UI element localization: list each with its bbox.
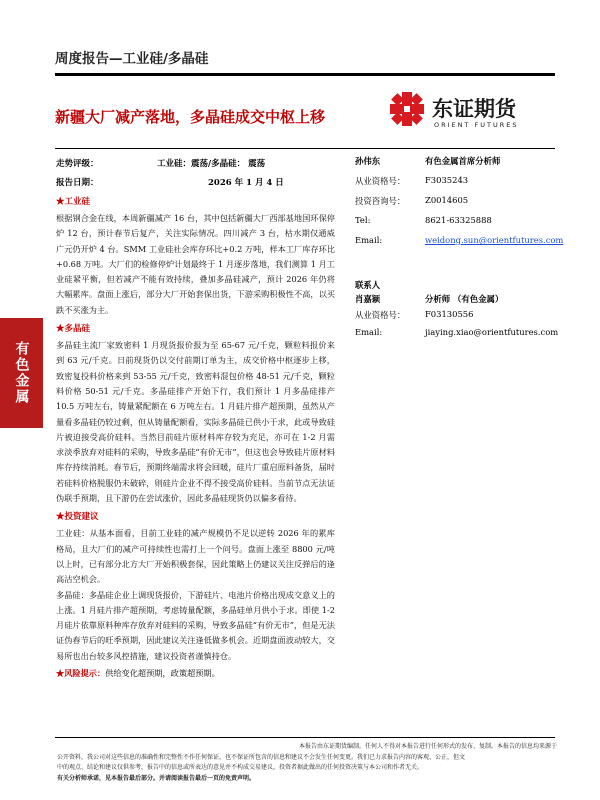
disclaimer-line: 有关分析师承诺，见本报告最后部分。并请阅读报告最后一页的免责声明。 — [57, 774, 256, 782]
logo-name-cn: 东证期货 — [432, 97, 516, 121]
section-body: 根据钢合金在线，本周新疆减产 16 台，其中包括新疆大厂西部基地国环保停炉 12 台，预计春节后复产，关注实际情况。四川减产 3 台，枯水期仅通威广元仍开炉 4 台。SMM 工业硅社会库存环比+0.2 万吨，样本工厂库存环比+0.68 万吨。大厂们的检修停炉计划最终于 1 月逐步落地，我们测算 1 月工业硅紧平衡，但若减产不能有效持续，叠加多晶硅减产，预计 2026 年仍将大幅累库。盘面上涨后，部分大厂开始套保出货，下游采购积极性不高，以买跌不买涨为主。 — [56, 213, 335, 315]
cert-label: 从业资格号： — [355, 310, 406, 320]
orient-logo-icon — [390, 92, 424, 126]
disclaimer — [57, 742, 557, 784]
tel-value: 8621-63325888 — [425, 215, 492, 225]
section-body: 工业硅：从基本面看，目前工业硅的减产规模仍不足以逆转 2026 年的累库格局，且大厂们的减产可持续性也需打上一个问号。盘面上涨至 8800 元/吨以上时，已有部分北方大厂开始积极套保，因此策略上仍建议关注反弹后的逢高沽空机会。 多晶硅：多晶硅企业上调现货报价，下游硅片、电池片价格出现成交意义上的上涨。1 月硅片排产超预期，考虑铸量配额，多晶硅单月供小于求。即使 1-2 月硅片依靠原料种库存放弃对硅料的采购，导致多晶硅“有价无市”，但是无法证伪春节后的旺季预期，因此建议关注逢低做多机会。近期盘面波动较大，交易所也出台较多风控措施，建议投资者谨慎持仓。 — [56, 528, 335, 661]
cert-value: F3035243 — [425, 175, 469, 185]
email-label: Email: — [355, 235, 383, 245]
report-type: 周度报告—工业硅/多晶硅 — [55, 51, 209, 67]
meta-top-divider — [55, 148, 555, 149]
analyst-2-name: 肖嘉颖 — [355, 294, 381, 304]
cert-value: F03130556 — [425, 309, 474, 319]
disclaimer-line: 中的观点、结论和建议仅供参考，报告中的信息或所表达的意见并不构成交易建议，投资者据此做出的任何投资决策与本公司和作者无关。 — [57, 764, 424, 771]
disclaimer-line: 本报告由东证期货编制。任何人不得对本报告进行任何形式的发布、复制。本报告的信息均来源于 — [298, 743, 557, 750]
risk-text: 供给变化超预期，政策超预期。 — [105, 668, 220, 679]
category-label: 有色金属 — [13, 341, 30, 405]
section-title: 投资建议 — [64, 512, 99, 523]
report-body — [56, 193, 335, 681]
section-title: 工业硅 — [64, 197, 91, 207]
consult-value: Z0014605 — [425, 195, 469, 205]
section-body: 多晶硅主流厂家致密料 1 月现货报价报为至 65-67 元/千克，颗粒料报价来到 63 元/千克。日前现货仍以交付前期订单为主，成交价格中枢逐步上移，致密复投料价格来到 53-55 元/千克，致密料混包价格 48-51 元/千克，颗粒料价格 50-51 元/千克。多晶硅排产开始下行，我们预计 1 月多晶硅排产 10.5 万吨左右，铸量紧配额在 6 万吨左右。1 月硅片排产超预期，虽然从产量看多晶硅仍较过剩，但从铸量配额看，实际多晶硅已供小于求，此或导致硅片被迫接受高价硅料。当然目前硅片原材料库存较为充足，亦可在 1-2 月需求淡季放弃对硅料的采购，导致多晶硅“有价无市”，但这也会导致硅片原材料库存持续消耗。春节后，预期终端需求将会回暖，硅片厂重启原料备货，届时若硅料价格脱服仍未破碎，则硅片企业不得不接受高价硅料。当前节点无法证伪联手预期，且下游仍在尝试涨价，因此多晶硅现货仍以偏多看待。 — [56, 340, 335, 504]
consult-label: 投资咨询号： — [355, 196, 406, 206]
email-label: Email: — [355, 327, 383, 337]
section-heading: ★工业硅 — [56, 197, 91, 207]
date-value: 2026 年 1 月 4 日 — [208, 178, 284, 188]
contact-label: 联系人 — [355, 280, 381, 290]
report-headline: 新疆大厂减产落地，多晶硅成交中枢上移 — [55, 108, 326, 126]
analyst-1-title: 有色金属首席分析师 — [425, 156, 501, 166]
risk-label: 风险提示： — [64, 668, 106, 679]
email-link[interactable]: weidong.sun@orientfutures.com — [425, 235, 564, 245]
section-title: 多晶硅 — [64, 324, 91, 335]
footer-divider — [55, 737, 555, 738]
section-heading: ★投资建议 — [56, 512, 99, 523]
email-value[interactable]: jiaying.xiao@orientfutures.com — [425, 327, 559, 337]
risk-note: ★风险提示：供给变化超预期，政策超预期。 — [56, 668, 220, 679]
analyst-2-title: 分析师 （有色金属） — [425, 294, 504, 304]
logo-name-en: ORIENT FUTURES — [434, 121, 519, 129]
section-heading: ★多晶硅 — [56, 324, 91, 335]
analyst-1-name: 孙伟东 — [355, 156, 381, 166]
category-sidebar-tab — [0, 318, 43, 428]
date-label: 报告日期： — [56, 178, 99, 188]
rating-label: 走势评级： — [56, 159, 99, 169]
disclaimer-line: 公开资料，我公司对这些信息的准确性和完整性不作任何保证，也不保证所包含的信息和建议不会发生任何变更。我们已力求报告内容的客观、公正，但文 — [57, 753, 466, 761]
analyst-panel — [355, 155, 564, 455]
cert-label: 从业资格号： — [355, 176, 406, 186]
header-divider — [55, 73, 555, 76]
company-logo — [390, 92, 550, 134]
tel-label: Tel: — [355, 215, 371, 225]
rating-value: 工业硅：震荡/多晶硅： 震荡 — [157, 159, 266, 169]
